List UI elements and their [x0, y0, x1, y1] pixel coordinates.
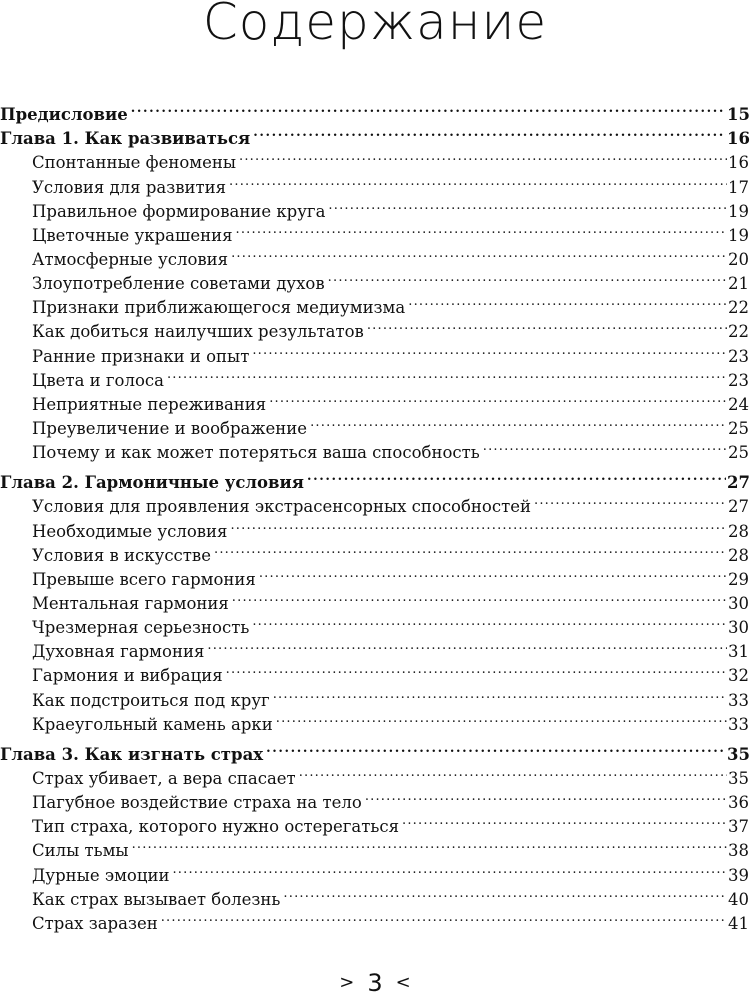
toc-section-entry — [0, 434, 750, 463]
toc-dot-leader — [367, 313, 727, 337]
toc-section-entry — [0, 681, 750, 710]
toc-dot-leader — [269, 386, 727, 410]
toc-dot-leader — [239, 144, 727, 168]
toc-dot-leader — [235, 217, 727, 241]
toc-entry-page-number: 33 — [728, 690, 749, 710]
toc-section-entry — [0, 193, 750, 221]
toc-entry-title: Глава 2. Гармоничные условия — [0, 473, 304, 493]
toc-entry-title: Чрезмерная серьезность — [32, 618, 250, 638]
toc-entry-title: Злоупотребление советами духов — [32, 274, 325, 294]
toc-chapter-entry — [0, 96, 750, 125]
toc-entry-page-number: 38 — [728, 841, 749, 861]
toc-dot-leader — [328, 265, 727, 289]
toc-entry-title: Необходимые условия — [32, 521, 228, 541]
toc-entry-title: Правильное формирование круга — [32, 201, 326, 221]
toc-entry-page-number: 28 — [728, 521, 749, 541]
toc-section-entry — [0, 856, 750, 885]
toc-dot-leader — [161, 905, 727, 929]
toc-section-entry — [0, 313, 750, 342]
toc-section-entry — [0, 289, 750, 318]
toc-entry-page-number: 29 — [728, 569, 749, 589]
toc-section-entry — [0, 265, 750, 294]
toc-entry-page-number: 40 — [728, 889, 749, 909]
toc-entry-title: Неприятные переживания — [32, 394, 267, 414]
toc-dot-leader — [299, 760, 727, 784]
toc-entry-page-number: 41 — [728, 913, 749, 933]
toc-entry-title: Как страх вызывает болезнь — [32, 889, 281, 909]
toc-section-entry — [0, 386, 750, 414]
toc-entry-page-number: 23 — [728, 370, 749, 390]
toc-dot-leader — [483, 434, 727, 458]
toc-dot-leader — [214, 537, 727, 561]
toc-entry-page-number: 16 — [727, 129, 750, 149]
toc-entry-title: Как добиться наилучших результатов — [32, 322, 364, 342]
toc-section-entry — [0, 905, 750, 933]
toc-dot-leader — [172, 856, 727, 880]
toc-dot-leader — [252, 337, 727, 361]
toc-section-entry — [0, 633, 750, 662]
toc-entry-page-number: 25 — [728, 443, 749, 463]
toc-dot-leader — [231, 241, 727, 265]
toc-entry-title: Краеугольный камень арки — [32, 714, 273, 734]
toc-entry-title: Гармония и вибрация — [32, 666, 223, 686]
toc-entry-title: Условия в искусстве — [32, 545, 211, 565]
toc-dot-leader — [132, 832, 727, 856]
toc-entry-title: Атмосферные условия — [32, 249, 229, 269]
toc-dot-leader — [273, 681, 727, 705]
toc-entry-page-number: 30 — [728, 593, 749, 613]
toc-section-entry — [0, 706, 750, 734]
toc-entry-page-number: 21 — [728, 274, 749, 294]
toc-section-entry — [0, 217, 750, 245]
toc-entry-title: Пагубное воздействие страха на тело — [32, 793, 362, 813]
toc-dot-leader — [310, 410, 727, 434]
footer-left-mark: > — [339, 972, 355, 993]
toc-dot-leader — [365, 784, 727, 808]
toc-section-entry — [0, 144, 750, 173]
toc-entry-title: Ментальная гармония — [32, 593, 229, 613]
table-of-contents — [0, 96, 750, 933]
toc-entry-page-number: 28 — [728, 545, 749, 565]
footer-right-mark: < — [395, 972, 411, 993]
toc-entry-page-number: 39 — [728, 865, 749, 885]
toc-entry-title: Признаки приближающегося медиумизма — [32, 298, 406, 318]
toc-entry-title: Ранние признаки и опыт — [32, 346, 250, 366]
toc-entry-page-number: 27 — [728, 497, 749, 517]
toc-dot-leader — [266, 736, 726, 760]
toc-entry-title: Спонтанные феномены — [32, 153, 236, 173]
toc-entry-title: Силы тьмы — [32, 841, 129, 861]
toc-entry-page-number: 22 — [728, 298, 749, 318]
toc-entry-page-number: 20 — [728, 249, 749, 269]
toc-entry-page-number: 32 — [728, 666, 749, 686]
toc-dot-leader — [232, 585, 727, 609]
toc-section-entry — [0, 410, 750, 438]
toc-entry-page-number: 24 — [728, 394, 749, 414]
toc-dot-leader — [131, 96, 726, 120]
toc-section-entry — [0, 241, 750, 269]
toc-section-entry — [0, 808, 750, 837]
toc-entry-title: Превыше всего гармония — [32, 569, 256, 589]
toc-section-entry — [0, 657, 750, 686]
toc-dot-leader — [252, 609, 727, 633]
toc-section-entry — [0, 337, 750, 366]
toc-dot-leader — [167, 362, 727, 386]
toc-entry-title: Условия для проявления экстрасенсорных способностей — [32, 497, 531, 517]
toc-dot-leader — [253, 120, 726, 144]
toc-entry-page-number: 33 — [728, 714, 749, 734]
toc-entry-page-number: 27 — [727, 473, 750, 493]
toc-dot-leader — [276, 706, 727, 730]
toc-dot-leader — [229, 168, 727, 192]
toc-dot-leader — [402, 808, 727, 832]
page-title: Содержание — [202, 0, 548, 51]
toc-section-entry — [0, 832, 750, 861]
toc-entry-page-number: 17 — [728, 177, 749, 197]
toc-entry-title: Страх заразен — [32, 913, 158, 933]
toc-entry-page-number: 23 — [728, 346, 749, 366]
toc-chapter-entry — [0, 120, 750, 149]
toc-entry-title: Духовная гармония — [32, 642, 205, 662]
toc-entry-title: Преувеличение и воображение — [32, 418, 308, 438]
toc-entry-page-number: 22 — [728, 322, 749, 342]
toc-dot-leader — [207, 633, 727, 657]
page-footer — [0, 968, 750, 998]
toc-dot-leader — [408, 289, 727, 313]
toc-section-entry — [0, 760, 750, 788]
toc-entry-page-number: 16 — [728, 153, 749, 173]
toc-entry-title: Почему и как может потеряться ваша способность — [32, 443, 480, 463]
toc-dot-leader — [534, 488, 727, 512]
toc-entry-title: Глава 3. Как изгнать страх — [0, 744, 264, 764]
toc-chapter-entry — [0, 464, 750, 493]
toc-entry-title: Цвета и голоса — [32, 370, 164, 390]
page-number: 3 — [367, 969, 383, 997]
toc-dot-leader — [307, 464, 726, 488]
toc-section-entry — [0, 362, 750, 390]
toc-section-entry — [0, 488, 750, 517]
toc-entry-title: Условия для развития — [32, 177, 227, 197]
toc-dot-leader — [226, 657, 727, 681]
toc-entry-title: Глава 1. Как развиваться — [0, 129, 251, 149]
toc-dot-leader — [283, 881, 727, 905]
toc-dot-leader — [230, 512, 727, 536]
toc-entry-page-number: 31 — [728, 642, 749, 662]
toc-section-entry — [0, 512, 750, 541]
toc-entry-page-number: 35 — [727, 744, 750, 764]
toc-section-entry — [0, 561, 750, 589]
toc-entry-page-number: 37 — [728, 817, 749, 837]
toc-entry-page-number: 19 — [728, 201, 749, 221]
toc-section-entry — [0, 537, 750, 565]
toc-entry-title: Как подстроиться под круг — [32, 690, 270, 710]
toc-entry-page-number: 15 — [727, 105, 750, 125]
toc-entry-title: Страх убивает, а вера спасает — [32, 768, 296, 788]
toc-entry-page-number: 19 — [728, 225, 749, 245]
toc-entry-page-number: 30 — [728, 618, 749, 638]
toc-dot-leader — [259, 561, 727, 585]
toc-entry-title: Предисловие — [0, 105, 128, 125]
toc-section-entry — [0, 609, 750, 638]
toc-entry-page-number: 35 — [728, 768, 749, 788]
toc-entry-title: Цветочные украшения — [32, 225, 233, 245]
toc-entry-page-number: 25 — [728, 418, 749, 438]
toc-dot-leader — [328, 193, 727, 217]
toc-entry-title: Тип страха, которого нужно остерегаться — [32, 817, 399, 837]
toc-section-entry — [0, 881, 750, 909]
toc-entry-page-number: 36 — [728, 793, 749, 813]
toc-entry-title: Дурные эмоции — [32, 865, 170, 885]
toc-section-entry — [0, 168, 750, 197]
toc-section-entry — [0, 784, 750, 813]
toc-section-entry — [0, 585, 750, 613]
toc-chapter-entry — [0, 736, 750, 764]
